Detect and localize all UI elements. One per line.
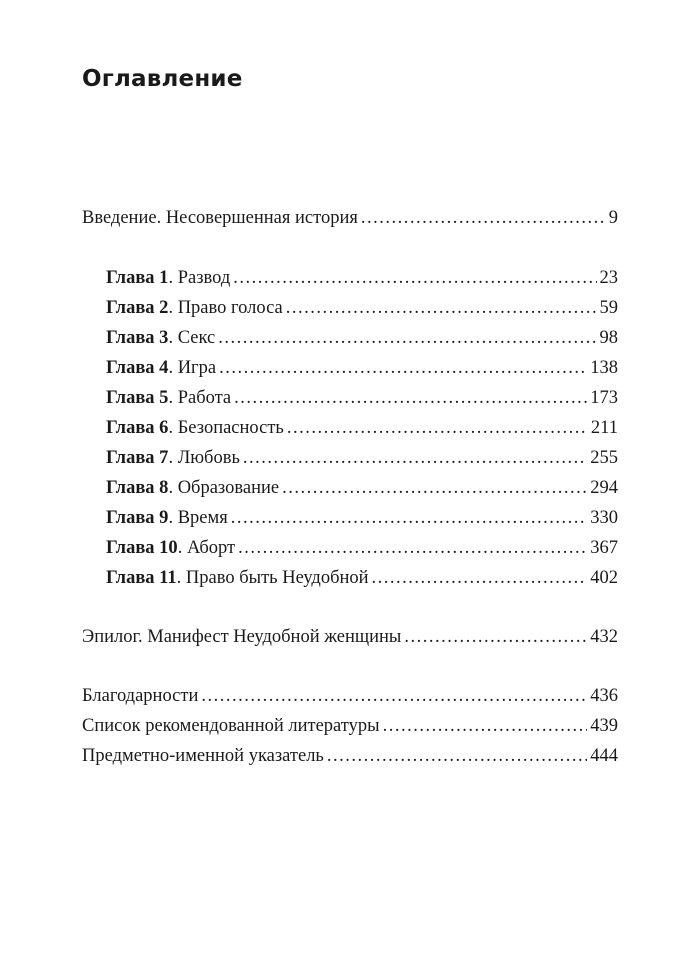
chapter-title: Право быть Неудобной xyxy=(185,568,369,588)
chapter-prefix: Глава 10 xyxy=(106,538,178,558)
toc-page-number: 173 xyxy=(590,388,618,408)
chapter-title: Образование xyxy=(177,478,280,498)
dot-leader xyxy=(231,503,588,533)
toc-entry-label: Глава 8. Образование xyxy=(106,478,280,498)
chapter-title: Время xyxy=(177,508,228,528)
chapter-prefix: Глава 11 xyxy=(106,568,177,588)
toc-page-number: 138 xyxy=(590,358,618,378)
toc-entry-label: Глава 2. Право голоса xyxy=(106,298,283,318)
toc-entry-label: Глава 4. Игра xyxy=(106,358,217,378)
toc-entry-label: Глава 10. Аборт xyxy=(106,538,236,558)
toc-entry-chapter-6 xyxy=(106,413,618,443)
chapter-prefix: Глава 8 xyxy=(106,478,169,498)
chapter-prefix: Глава 3 xyxy=(106,328,169,348)
dot-leader xyxy=(234,383,587,413)
toc-entry-recommended-reading xyxy=(82,711,618,741)
chapter-title: Право голоса xyxy=(177,298,283,318)
toc-page-number: 402 xyxy=(590,568,618,588)
dot-leader xyxy=(383,711,588,741)
toc-entry-chapter-9 xyxy=(106,503,618,533)
dot-leader xyxy=(243,443,587,473)
chapter-title: Любовь xyxy=(177,448,240,468)
dot-leader xyxy=(372,563,588,593)
chapter-title: Развод xyxy=(177,268,231,288)
dot-leader xyxy=(201,681,587,711)
chapter-prefix: Глава 4 xyxy=(106,358,169,378)
toc-page-number: 9 xyxy=(608,208,618,228)
toc-entry-chapter-1 xyxy=(106,263,618,293)
toc-entry-label: Глава 5. Работа xyxy=(106,388,232,408)
toc-page-number: 436 xyxy=(590,686,618,706)
dot-leader xyxy=(286,293,597,323)
chapter-prefix: Глава 6 xyxy=(106,418,169,438)
dot-leader xyxy=(238,533,587,563)
toc-entry-index xyxy=(82,741,618,771)
toc-entry-label: Глава 11. Право быть Неудобной xyxy=(106,568,369,588)
toc-entry-chapter-3 xyxy=(106,323,618,353)
toc-page-number: 439 xyxy=(590,716,618,736)
toc-entry-label: Глава 6. Безопасность xyxy=(106,418,284,438)
toc-entry-chapter-7 xyxy=(106,443,618,473)
dot-leader xyxy=(219,353,587,383)
toc-entry-label: Глава 3. Секс xyxy=(106,328,216,348)
chapter-title: Игра xyxy=(177,358,217,378)
toc-page-number: 367 xyxy=(590,538,618,558)
toc-page-number: 330 xyxy=(590,508,618,528)
toc-page-number: 294 xyxy=(590,478,618,498)
toc-entry-chapter-5 xyxy=(106,383,618,413)
chapter-title: Секс xyxy=(177,328,216,348)
chapter-prefix: Глава 9 xyxy=(106,508,169,528)
toc-entry-chapter-10 xyxy=(106,533,618,563)
toc-entry-label: Глава 1. Развод xyxy=(106,268,231,288)
toc-page-number: 211 xyxy=(590,418,618,438)
dot-leader xyxy=(361,203,606,233)
chapter-prefix: Глава 5 xyxy=(106,388,169,408)
toc-page-number: 444 xyxy=(590,746,618,766)
toc-page-number: 255 xyxy=(590,448,618,468)
chapter-prefix: Глава 2 xyxy=(106,298,169,318)
toc-entry-label: Глава 9. Время xyxy=(106,508,228,528)
toc-entry-chapter-11 xyxy=(106,563,618,593)
toc-entry-acknowledgements xyxy=(82,681,618,711)
toc-entry-label: Предметно-именной указатель xyxy=(82,746,324,766)
toc-entry-label: Список рекомендованной литературы xyxy=(82,716,380,736)
toc-entry-label: Эпилог. Манифест Неудобной женщины xyxy=(82,627,402,647)
toc-entry-label: Благодарности xyxy=(82,686,199,706)
toc-entry-intro xyxy=(82,203,618,233)
toc-entry-label: Глава 7. Любовь xyxy=(106,448,240,468)
chapter-prefix: Глава 7 xyxy=(106,448,169,468)
dot-leader xyxy=(282,473,587,503)
toc-entry-epilogue xyxy=(82,622,618,652)
page-title: Оглавление xyxy=(82,66,243,92)
toc-page-number: 59 xyxy=(599,298,618,318)
toc-entry-chapter-4 xyxy=(106,353,618,383)
dot-leader xyxy=(287,413,588,443)
chapter-prefix: Глава 1 xyxy=(106,268,169,288)
toc-page-number: 432 xyxy=(590,627,618,647)
dot-leader xyxy=(404,622,587,652)
toc-entry-chapter-8 xyxy=(106,473,618,503)
toc-page-number: 98 xyxy=(599,328,618,348)
dot-leader xyxy=(327,741,587,771)
toc-page-number: 23 xyxy=(599,268,618,288)
dot-leader xyxy=(233,263,596,293)
toc-entry-label: Введение. Несовершенная история xyxy=(82,208,358,228)
toc-entry-chapter-2 xyxy=(106,293,618,323)
chapter-title: Аборт xyxy=(186,538,236,558)
dot-leader xyxy=(218,323,596,353)
chapter-title: Работа xyxy=(177,388,232,408)
chapter-title: Безопасность xyxy=(177,418,284,438)
